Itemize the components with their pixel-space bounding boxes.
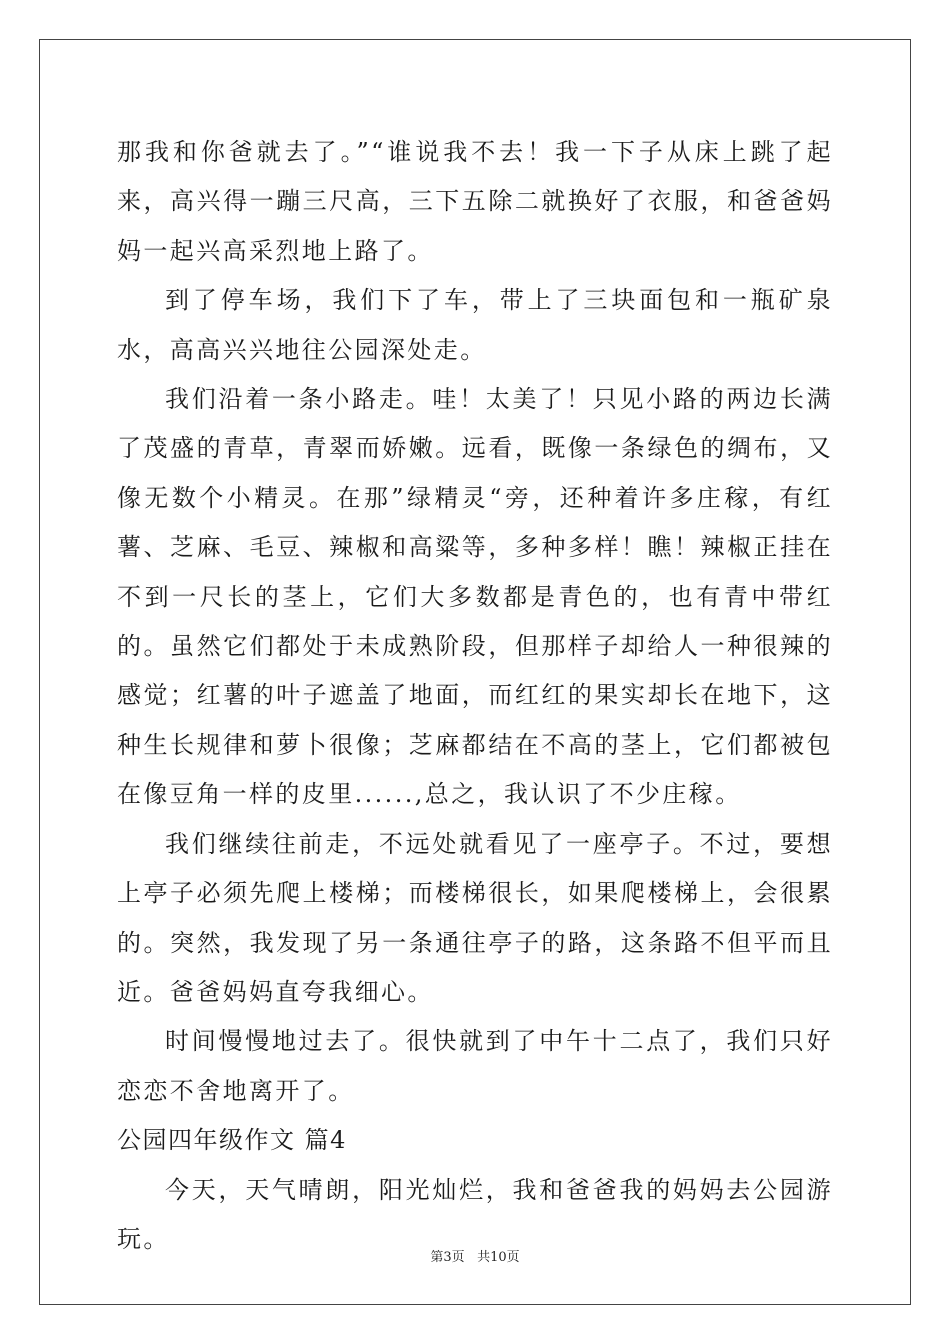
page-number: 第3页 [430,1250,465,1265]
page-total: 共10页 [477,1250,520,1265]
document-body [117,128,833,1264]
paragraph-4: 我们继续往前走，不远处就看见了一座亭子。不过，要想上亭子必须先爬上楼梯；而楼梯很长，如果爬楼梯上，会很累的。突然，我发现了另一条通往亭子的路，这条路不但平而且近。爸爸妈妈直夸我细心。 [117,829,833,1006]
paragraph-2: 到了停车场，我们下了车，带上了三块面包和一瓶矿泉水，高高兴兴地往公园深处走。 [117,286,833,364]
section-paragraph: 今天，天气晴朗，阳光灿烂，我和爸爸我的妈妈去公园游玩。 [117,1175,833,1253]
page-footer [0,1246,950,1265]
paragraph-3: 我们沿着一条小路走。哇！太美了！只见小路的两边长满了茂盛的青草，青翠而娇嫩。远看，既像一条绿色的绸布，又像无数个小精灵。在那”绿精灵“旁，还种着许多庄稼，有红薯、芝麻、毛豆、辣椒和高粱等，多种多样！瞧！辣椒正挂在不到一尺长的茎上，它们大多数都是青色的，也有青中带红的。虽然它们都处于未成熟阶段，但那样子却给人一种很辣的感觉；红薯的叶子遮盖了地面，而红红的果实却长在地下，这种生长规律和萝卜很像；芝麻都结在不高的茎上，它们都被包在像豆角一样的皮里......,总之，我认识了不少庄稼。 [117,385,833,809]
section-heading: 公园四年级作文 篇4 [117,1126,347,1155]
paragraph-5: 时间慢慢地过去了。很快就到了中午十二点了，我们只好恋恋不舍地离开了。 [117,1027,833,1105]
paragraph-1: 那我和你爸就去了。”“谁说我不去！我一下子从床上跳了起来，高兴得一蹦三尺高，三下五除二就换好了衣服，和爸爸妈妈一起兴高采烈地上路了。 [117,138,833,265]
